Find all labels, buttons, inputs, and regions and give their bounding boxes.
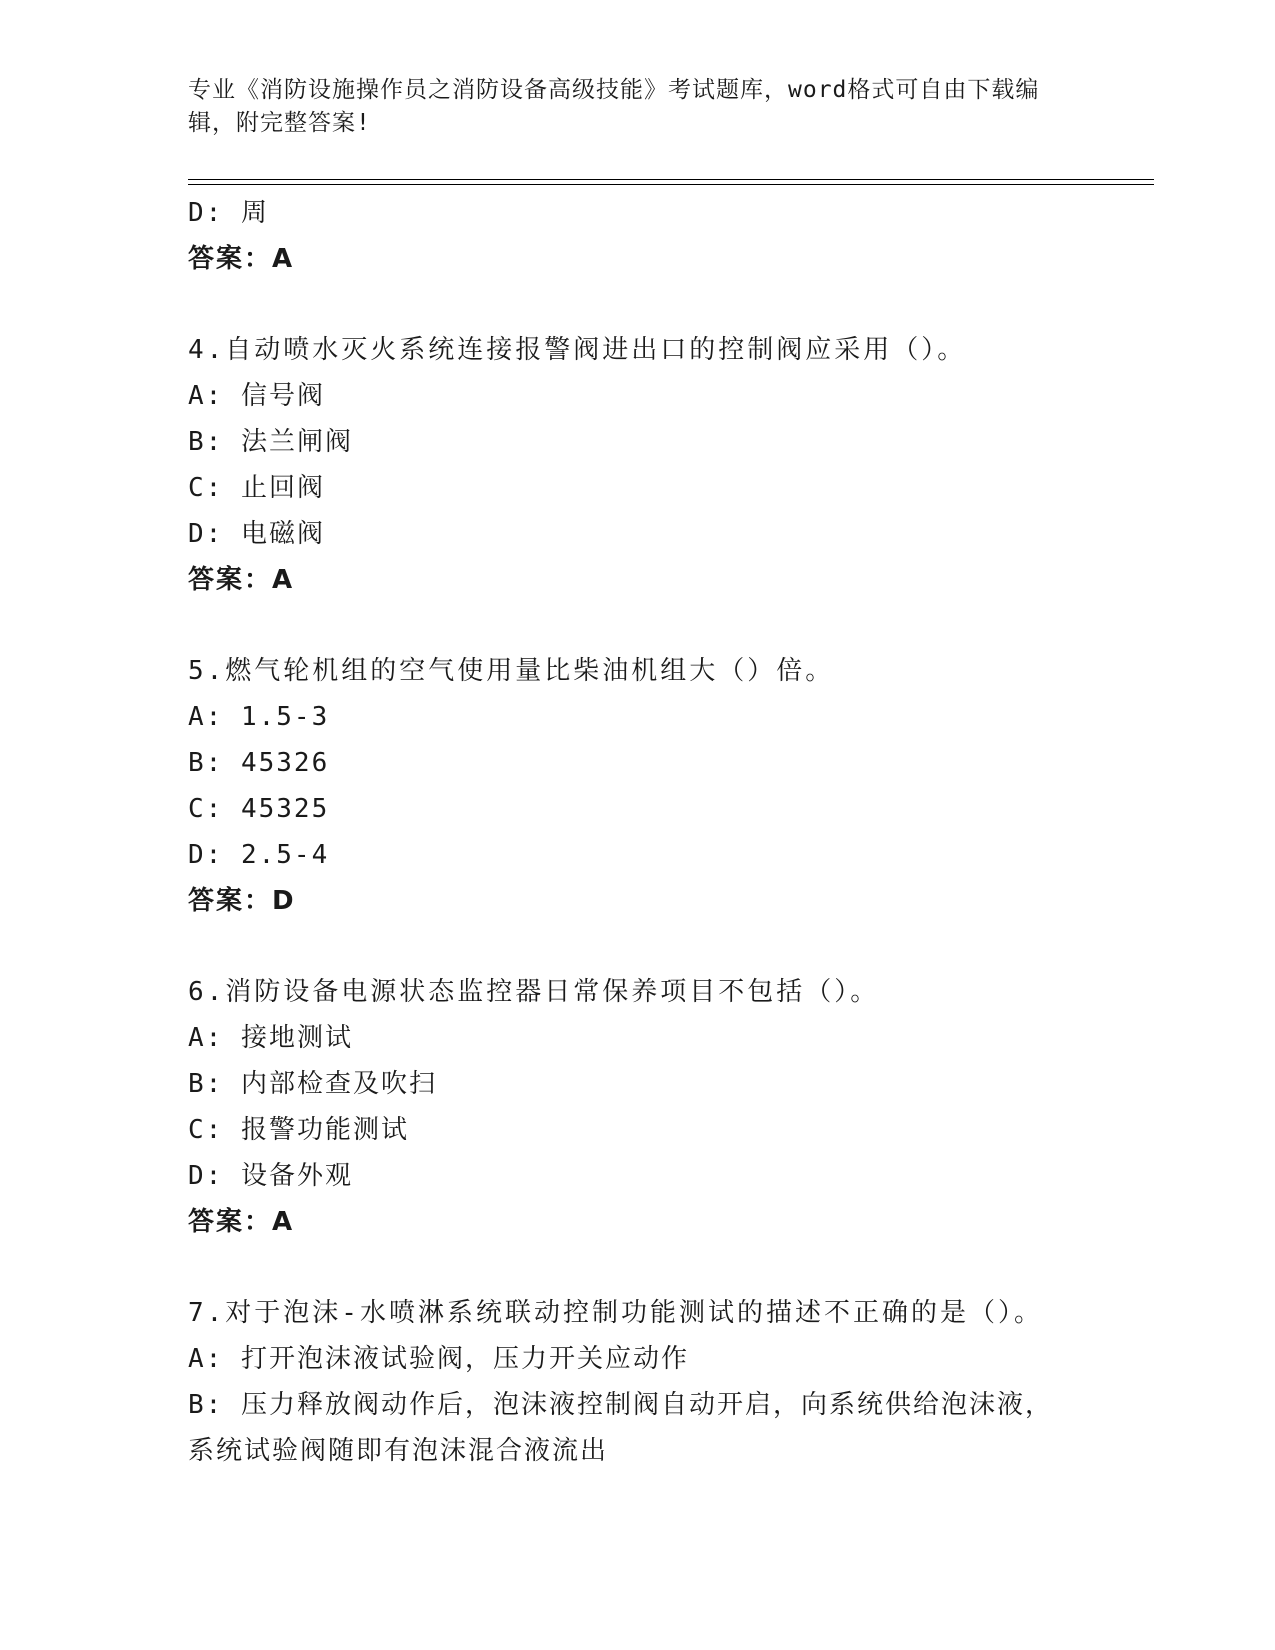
question-4 [188,327,1088,603]
header-divider-top [188,179,1154,180]
question-7 [188,1290,1088,1474]
question-text: 6.消防设备电源状态监控器日常保养项目不包括（）。 [188,977,880,1007]
header-line-2: 辑，附完整答案! [188,110,371,136]
option-a: A: 接地测试 [188,1023,353,1053]
answer: 答案：A [188,565,295,595]
option-a: A: 1.5-3 [188,702,330,732]
question-5 [188,648,1088,924]
question-content [188,190,1088,1474]
question-text: 4.自动喷水灭火系统连接报警阀进出口的控制阀应采用（）。 [188,335,967,365]
option-d: D: 2.5-4 [188,840,330,870]
document-header [188,74,1068,140]
option-a: A: 信号阀 [188,381,325,411]
option-a: A: 打开泡沫液试验阀，压力开关应动作 [188,1344,689,1374]
option-d: D: 设备外观 [188,1161,353,1191]
answer: 答案：A [188,244,295,274]
question-text: 7.对于泡沫-水喷淋系统联动控制功能测试的描述不正确的是（）。 [188,1298,1043,1328]
option-c: C: 45325 [188,794,330,824]
answer: 答案：A [188,1207,295,1237]
option-b: B: 压力释放阀动作后，泡沫液控制阀自动开启，向系统供给泡沫液， [188,1390,1053,1420]
option-b: B: 法兰闸阀 [188,427,353,457]
option-b: B: 内部检查及吹扫 [188,1069,437,1099]
option-c: C: 止回阀 [188,473,325,503]
question-6 [188,969,1088,1245]
header-divider-bottom [188,184,1154,185]
option-b-continued: 系统试验阀随即有泡沫混合液流出 [188,1436,609,1466]
question-text: 5.燃气轮机组的空气使用量比柴油机组大（）倍。 [188,656,835,686]
option-b: B: 45326 [188,748,330,778]
option-d: D: 周 [188,198,269,228]
option-c: C: 报警功能测试 [188,1115,409,1145]
header-line-1: 专业《消防设施操作员之消防设备高级技能》考试题库，word格式可自由下载编 [188,77,1040,103]
answer: 答案：D [188,886,296,916]
option-d: D: 电磁阀 [188,519,325,549]
